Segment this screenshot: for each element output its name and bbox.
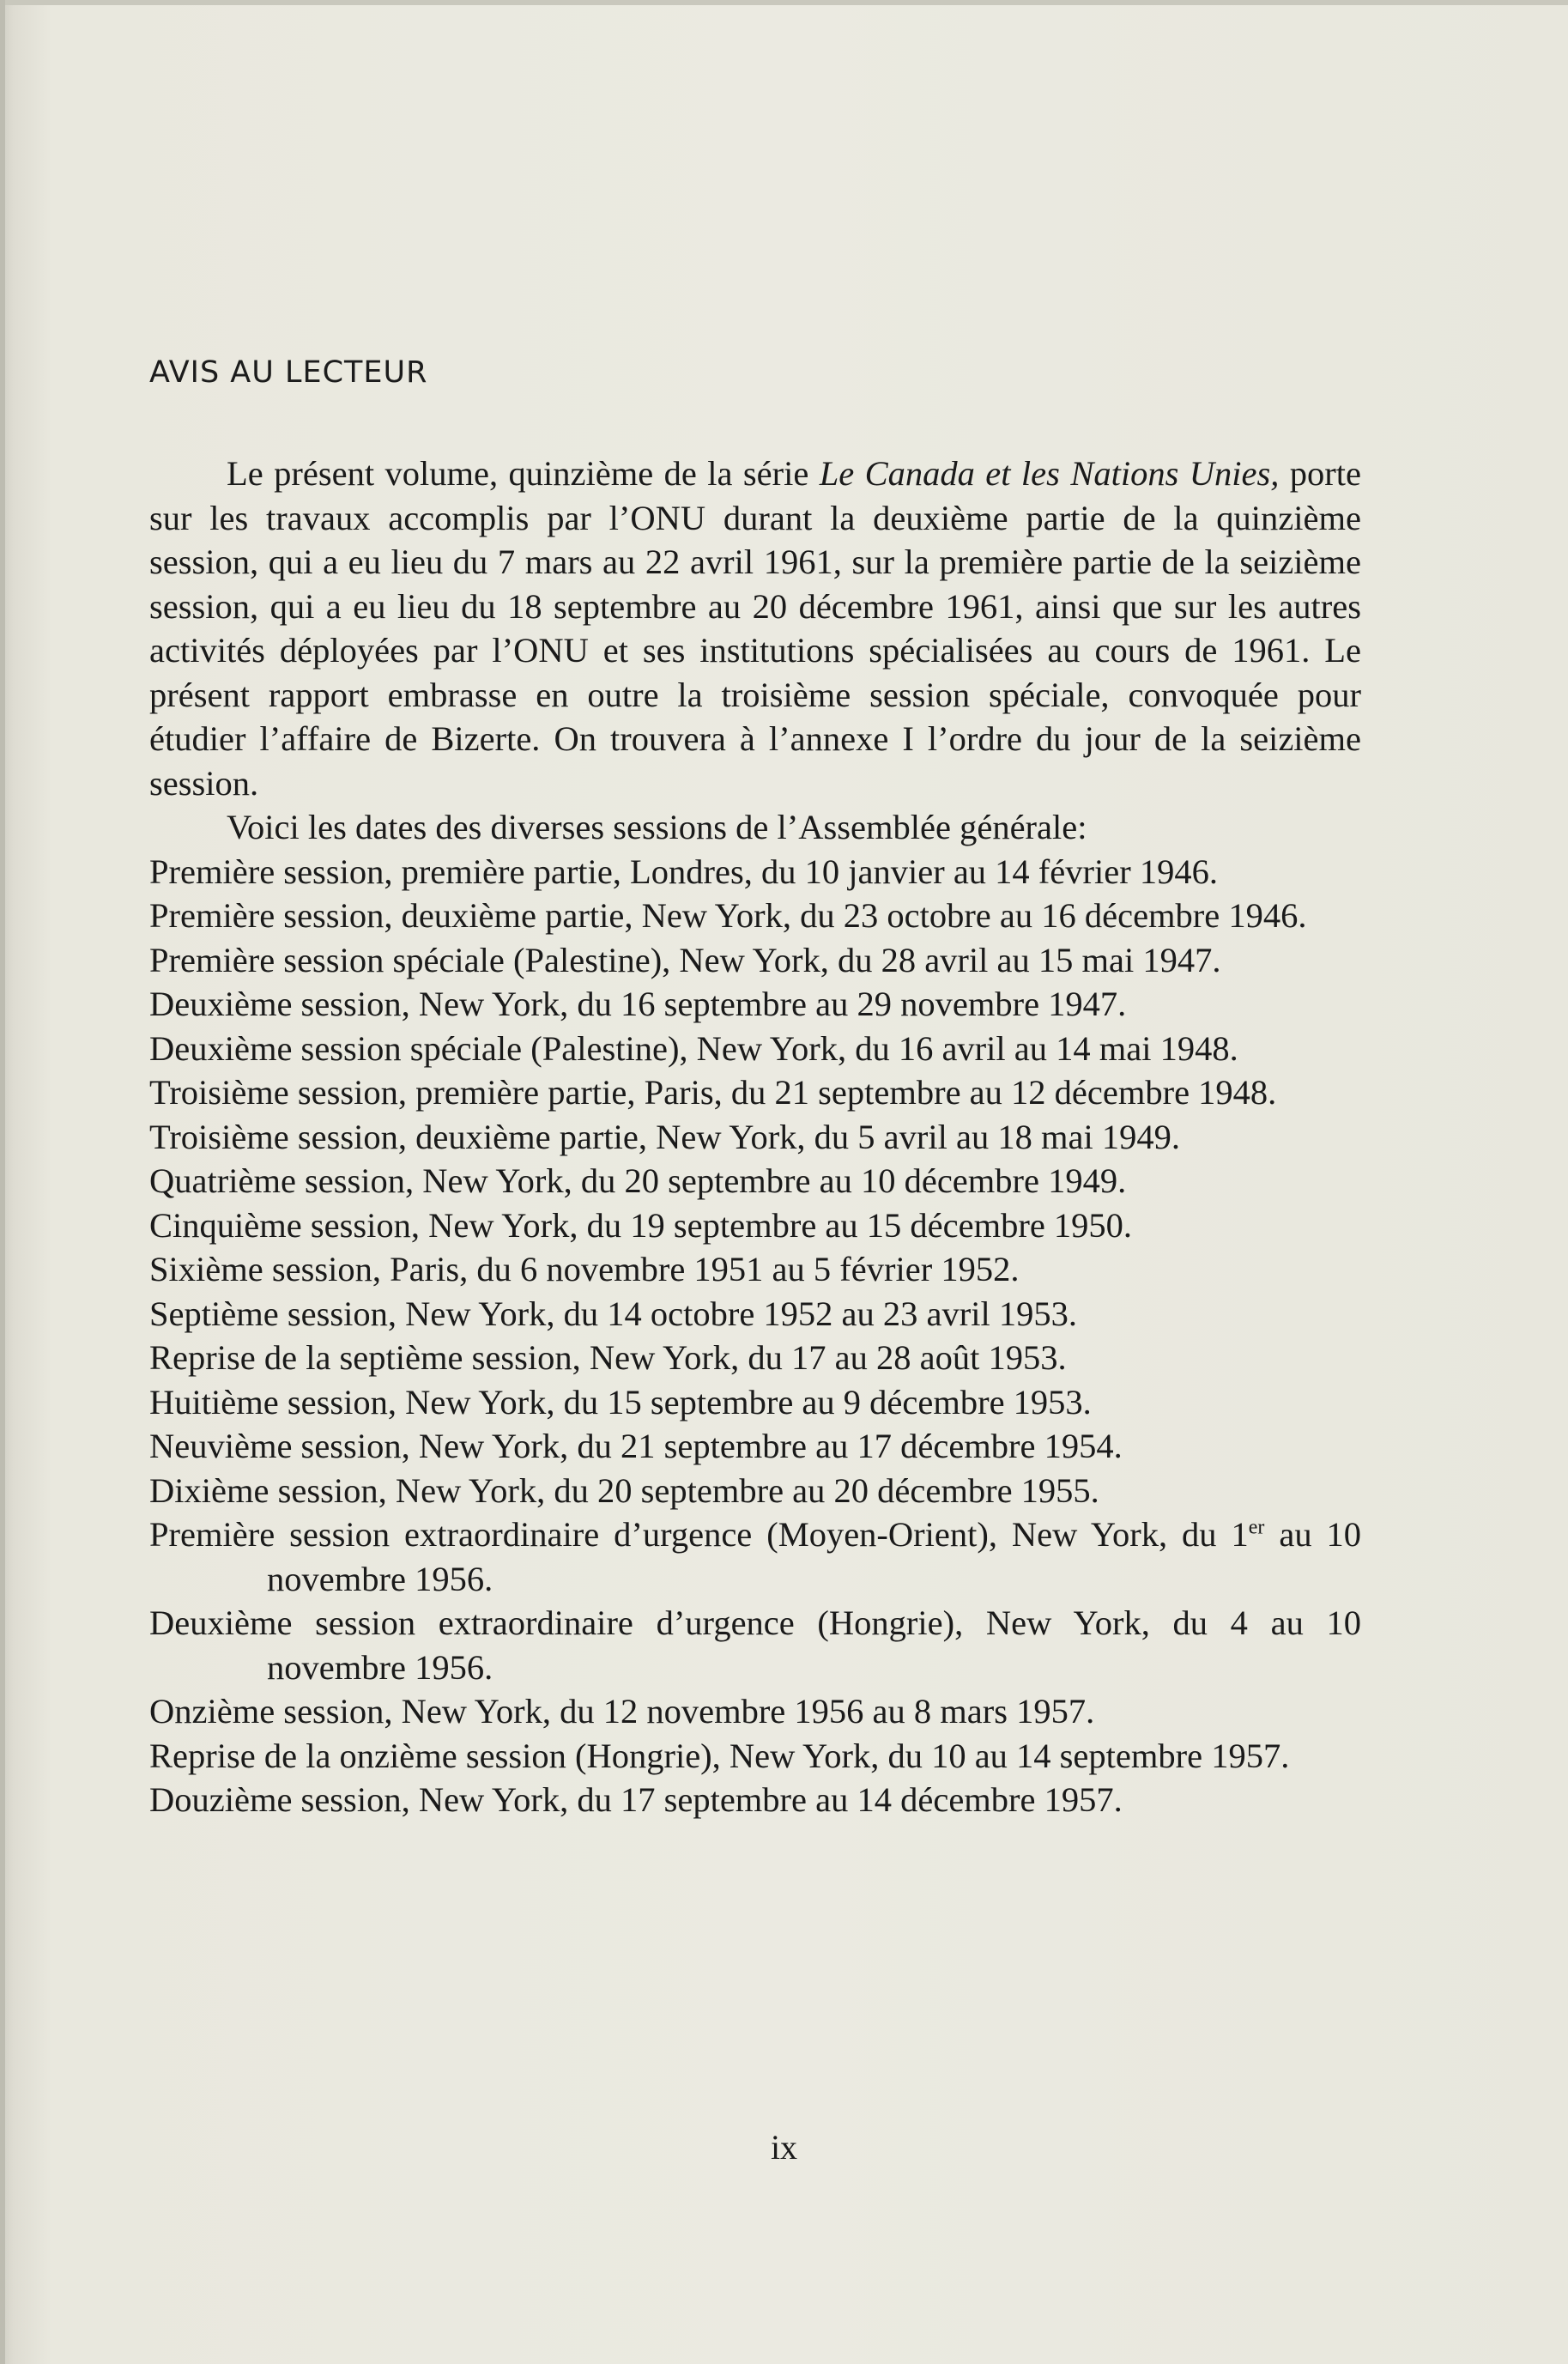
session-entry: Première session, deuxième partie, New York, du 23 octobre au 16 décembre 1946. xyxy=(149,896,1307,935)
session-entry: Troisième session, deuxième partie, New York, du 5 avril au 18 mai 1949. xyxy=(149,1117,1180,1156)
urgence-text-start: Première session extraordinaire d’urgence (Moyen-Orient), New York, du 1 xyxy=(149,1515,1249,1554)
session-entry: Douzième session, New York, du 17 septembre au 14 décembre 1957. xyxy=(149,1780,1123,1819)
section-heading: AVIS AU LECTEUR xyxy=(149,355,428,390)
session-entry: Onzième session, New York, du 12 novembre 1956 au 8 mars 1957. xyxy=(149,1692,1095,1731)
session-entry: Dixième session, New York, du 20 septembre au 20 décembre 1955. xyxy=(149,1470,1099,1510)
series-title: Le Canada et les Nations Unies, xyxy=(819,454,1280,493)
session-entry: Neuvième session, New York, du 21 septembre au 17 décembre 1954. xyxy=(149,1427,1123,1465)
session-entry: Deuxième session, New York, du 16 septembre au 29 novembre 1947. xyxy=(149,985,1127,1023)
session-entry: Deuxième session spéciale (Palestine), New York, du 16 avril au 14 mai 1948. xyxy=(149,1028,1238,1068)
session-list xyxy=(149,850,1361,1822)
dates-intro: Voici les dates des diverses sessions de l’Assemblée générale: xyxy=(227,808,1087,846)
urgence-text-end: au 10 novembre 1956. xyxy=(267,1515,1361,1598)
intro-text-start: Le présent volume, quinzième de la série xyxy=(227,454,820,493)
intro-text-rest: porte sur les travaux accomplis par l’ONU durant la deuxième partie de la quinzième session, qui a eu lieu du 7 mars au 22 avril 1961, sur la première partie de la seizième session, qui a eu lieu du 18 septembre au 20 décembre 1961, ainsi que sur les autres activités déployées par l’ONU et ses institutions spécialisées au cours de 1961. Le présent rapport embrasse en outre la troisième session spéciale, convoquée pour étudier l’affaire de Bizerte. On trouvera à l’annexe I l’ordre du jour de la seizième session. xyxy=(149,454,1361,803)
session-entry: Première session spéciale (Palestine), New York, du 28 avril au 15 mai 1947. xyxy=(149,940,1221,979)
session-entry: Troisième session, première partie, Paris, du 21 septembre au 12 décembre 1948. xyxy=(149,1073,1277,1112)
session-entry: Reprise de la septième session, New York, du 17 au 28 août 1953. xyxy=(149,1338,1067,1377)
superscript-er: er xyxy=(1248,1516,1265,1539)
session-entry-urgence xyxy=(149,1512,1361,1601)
session-entry: Septième session, New York, du 14 octobre 1952 au 23 avril 1953. xyxy=(149,1294,1078,1333)
session-entry: Sixième session, Paris, du 6 novembre 1951 au 5 février 1952. xyxy=(149,1250,1020,1288)
page-number: ix xyxy=(770,2128,798,2167)
session-entry: Huitième session, New York, du 15 septembre au 9 décembre 1953. xyxy=(149,1382,1092,1421)
session-entry: Reprise de la onzième session (Hongrie), New York, du 10 au 14 septembre 1957. xyxy=(149,1736,1290,1775)
page-top-edge xyxy=(0,0,1568,5)
body-text xyxy=(149,452,1361,1822)
session-entry: Quatrième session, New York, du 20 septembre au 10 décembre 1949. xyxy=(149,1161,1127,1200)
page-spine-shadow xyxy=(0,0,5,2364)
session-entry: Cinquième session, New York, du 19 septembre au 15 décembre 1950. xyxy=(149,1205,1133,1245)
session-entry: Deuxième session extraordinaire d’urgence (Hongrie), New York, du 4 au 10 novembre 1956. xyxy=(149,1603,1361,1687)
session-entry: Première session, première partie, Londres, du 10 janvier au 14 février 1946. xyxy=(149,852,1218,891)
intro-paragraph xyxy=(149,452,1361,805)
